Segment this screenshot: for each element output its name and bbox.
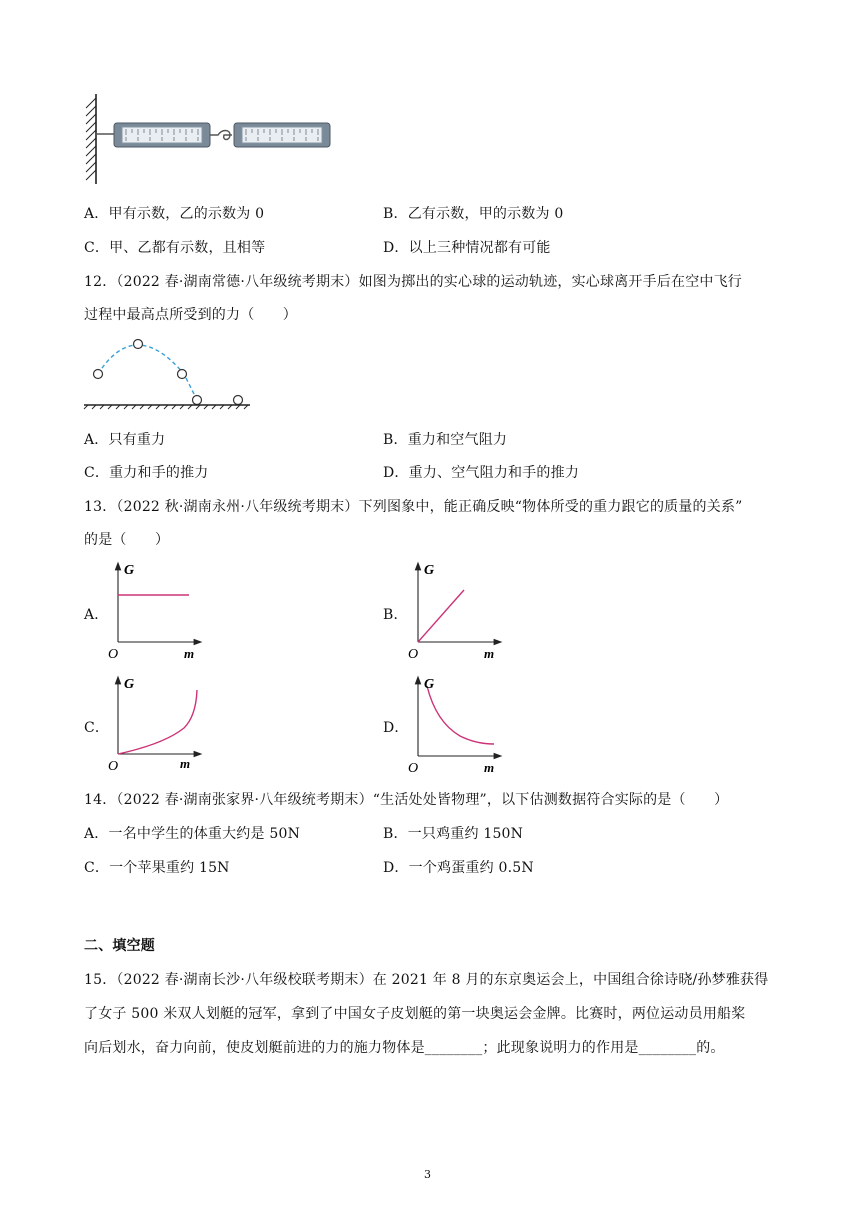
ball-trajectory-figure (80, 334, 252, 410)
spring-scales-figure (84, 92, 346, 186)
q11-option-b: B．乙有示数，甲的示数为 0 (383, 206, 564, 222)
q11-option-d: D．以上三种情况都有可能 (383, 240, 551, 256)
q11-option-a: A．甲有示数，乙的示数为 0 (84, 206, 265, 222)
x-axis-label: m (484, 646, 495, 661)
origin-label: O (108, 647, 119, 662)
x-axis-label: m (180, 756, 191, 771)
q14-option-a: A．一名中学生的体重大约是 50N (84, 826, 301, 842)
x-axis-label: m (484, 760, 495, 775)
q14-option-d: D．一个鸡蛋重约 0.5N (383, 860, 534, 876)
q12-option-d: D．重力、空气阻力和手的推力 (383, 465, 580, 481)
q13-stem-line2: 的是（ ） (84, 532, 170, 548)
graph-d (404, 672, 504, 778)
section-title-fill-in: 二、填空题 (84, 938, 155, 954)
y-axis-label: G (124, 677, 135, 692)
q14-option-c: C．一个苹果重约 15N (84, 860, 230, 876)
graph-c (104, 672, 204, 778)
q12-stem-line1: 12．（2022 春·湖南常德·八年级统考期末）如图为掷出的实心球的运动轨迹，实心球离开手后在空中飞行 (84, 274, 742, 290)
q13-option-b-label: B． (383, 607, 408, 623)
q12-stem-line2: 过程中最高点所受到的力（ ） (84, 307, 297, 323)
page-number: 3 (424, 1168, 431, 1181)
curve-decreasing (427, 686, 494, 744)
q14-option-b: B．一只鸡重约 150N (383, 826, 524, 842)
curve-increasing (118, 690, 197, 754)
q13-option-a-label: A． (84, 607, 109, 623)
q15-stem-line1: 15．（2022 春·湖南长沙·八年级校联考期末）在 2021 年 8 月的东京奥运会上，中国组合徐诗晓/孙梦雅获得 (84, 972, 769, 988)
q13-option-c-label: C． (84, 720, 110, 736)
origin-label: O (108, 759, 119, 774)
y-axis-label: G (424, 677, 435, 692)
q12-option-c: C．重力和手的推力 (84, 465, 209, 481)
q15-stem-line2: 了女子 500 米双人划艇的冠军，拿到了中国女子皮划艇的第一块奥运会金牌。比赛时，两位运动员用船桨 (84, 1006, 746, 1022)
q15-stem-line3: 向后划水，奋力向前，使皮划艇前进的力的施力物体是________；此现象说明力的作用是________的。 (84, 1040, 725, 1056)
q12-option-b: B．重力和空气阻力 (383, 432, 508, 448)
q12-option-a: A．只有重力 (84, 432, 166, 448)
q13-stem-line1: 13．（2022 秋·湖南永州·八年级统考期末）下列图象中，能正确反映“物体所受的重力跟它的质量的关系” (84, 499, 743, 515)
y-axis-label: G (124, 563, 135, 578)
origin-label: O (408, 761, 419, 776)
curve-linear (418, 590, 464, 642)
q13-option-d-label: D． (383, 720, 409, 736)
x-axis-label: m (184, 646, 195, 661)
origin-label: O (408, 647, 419, 662)
q11-option-c: C．甲、乙都有示数，且相等 (84, 240, 266, 256)
graph-b (404, 558, 504, 664)
y-axis-label: G (424, 563, 435, 578)
graph-a (104, 558, 204, 664)
q14-stem: 14．（2022 春·湖南张家界·八年级统考期末）“生活处处皆物理”，以下估测数据符合实际的是（ ） (84, 792, 729, 808)
